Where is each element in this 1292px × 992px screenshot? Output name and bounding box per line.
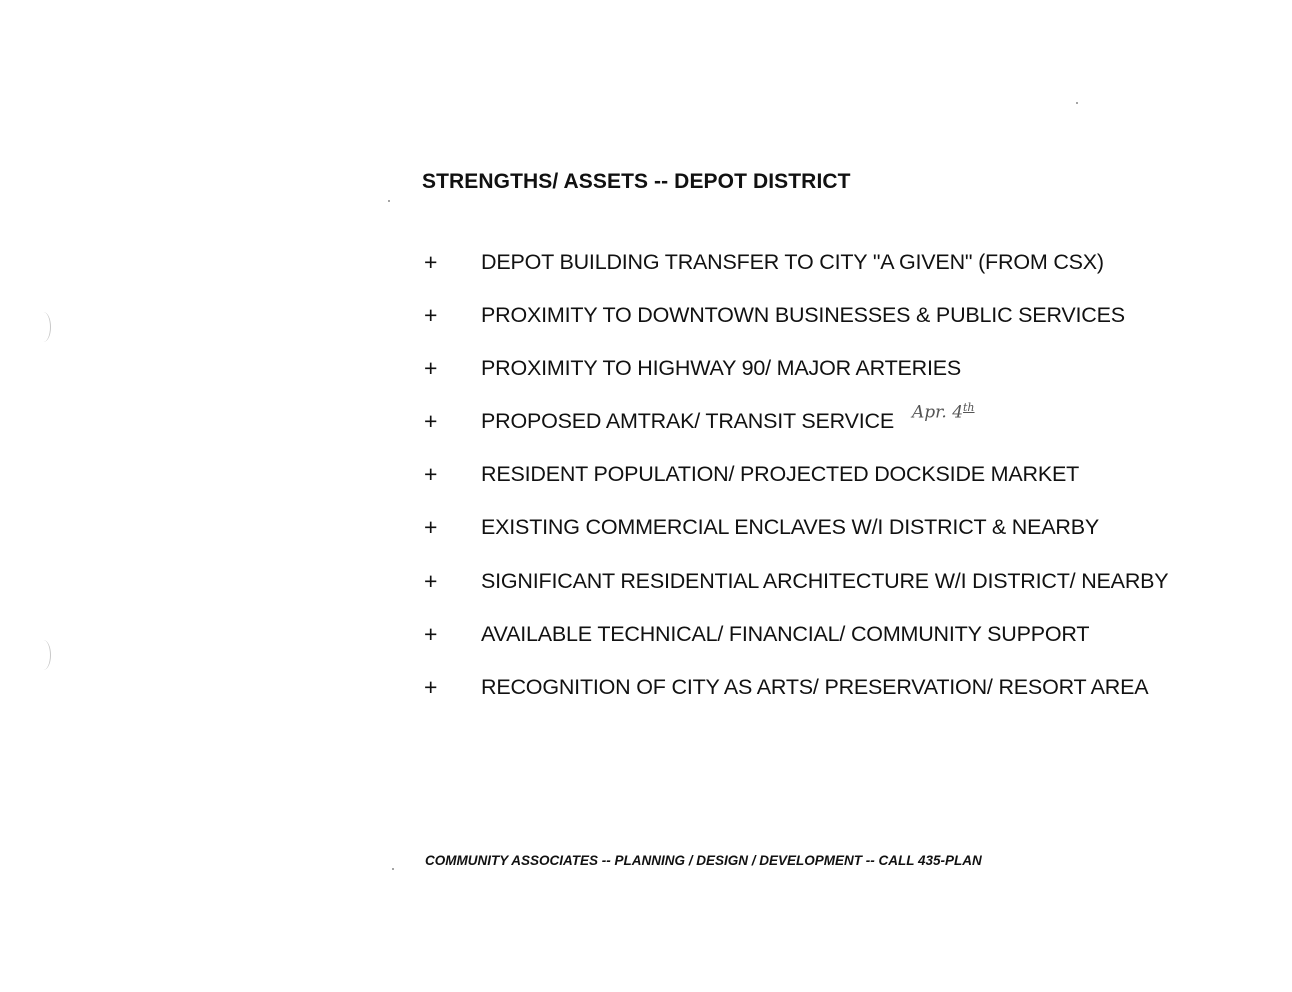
list-item bbox=[424, 672, 1168, 725]
list-item-text: DEPOT BUILDING TRANSFER TO CITY "A GIVEN" (FROM CSX) bbox=[481, 250, 1104, 274]
plus-bullet-icon: + bbox=[424, 567, 438, 594]
plus-bullet-icon: + bbox=[424, 673, 438, 700]
list-item-text: EXISTING COMMERCIAL ENCLAVES W/I DISTRICT & NEARBY bbox=[481, 515, 1099, 540]
scan-speck bbox=[388, 200, 390, 202]
footer-credit: COMMUNITY ASSOCIATES -- PLANNING / DESIGN / DEVELOPMENT -- CALL 435-PLAN bbox=[425, 853, 982, 868]
list-item bbox=[424, 247, 1168, 300]
plus-bullet-icon: + bbox=[424, 408, 438, 435]
page-title: STRENGTHS/ ASSETS -- DEPOT DISTRICT bbox=[422, 170, 851, 193]
handwritten-note bbox=[912, 401, 975, 423]
plus-bullet-icon: + bbox=[424, 514, 438, 541]
scan-speck bbox=[392, 868, 394, 870]
list-item bbox=[424, 566, 1168, 619]
list-item-text: PROPOSED AMTRAK/ TRANSIT SERVICE bbox=[481, 409, 894, 434]
binder-hole-mark bbox=[36, 312, 51, 342]
list-item bbox=[424, 401, 1168, 459]
plus-bullet-icon: + bbox=[424, 461, 438, 488]
plus-bullet-icon: + bbox=[424, 249, 438, 275]
list-item-text: AVAILABLE TECHNICAL/ FINANCIAL/ COMMUNITY SUPPORT bbox=[481, 621, 1090, 646]
binder-hole-mark bbox=[36, 640, 51, 670]
list-item bbox=[424, 619, 1168, 672]
strengths-list bbox=[424, 247, 1168, 725]
plus-bullet-icon: + bbox=[424, 355, 438, 382]
list-item bbox=[424, 459, 1168, 512]
list-item-text: PROXIMITY TO HIGHWAY 90/ MAJOR ARTERIES bbox=[481, 356, 962, 381]
handwritten-note-suffix: th bbox=[963, 401, 975, 415]
list-item-text: PROXIMITY TO DOWNTOWN BUSINESSES & PUBLIC SERVICES bbox=[481, 303, 1125, 328]
list-item-text: SIGNIFICANT RESIDENTIAL ARCHITECTURE W/I DISTRICT/ NEARBY bbox=[481, 568, 1169, 593]
plus-bullet-icon: + bbox=[424, 620, 438, 647]
plus-bullet-icon: + bbox=[424, 302, 438, 329]
list-item bbox=[424, 512, 1168, 565]
scan-speck bbox=[1076, 102, 1078, 104]
handwritten-note-text: Apr. 4 bbox=[911, 402, 964, 423]
list-item bbox=[424, 353, 1168, 406]
list-item-text: RECOGNITION OF CITY AS ARTS/ PRESERVATION/ RESORT AREA bbox=[481, 674, 1149, 699]
list-item bbox=[424, 300, 1168, 353]
list-item-text: RESIDENT POPULATION/ PROJECTED DOCKSIDE MARKET bbox=[481, 462, 1080, 487]
